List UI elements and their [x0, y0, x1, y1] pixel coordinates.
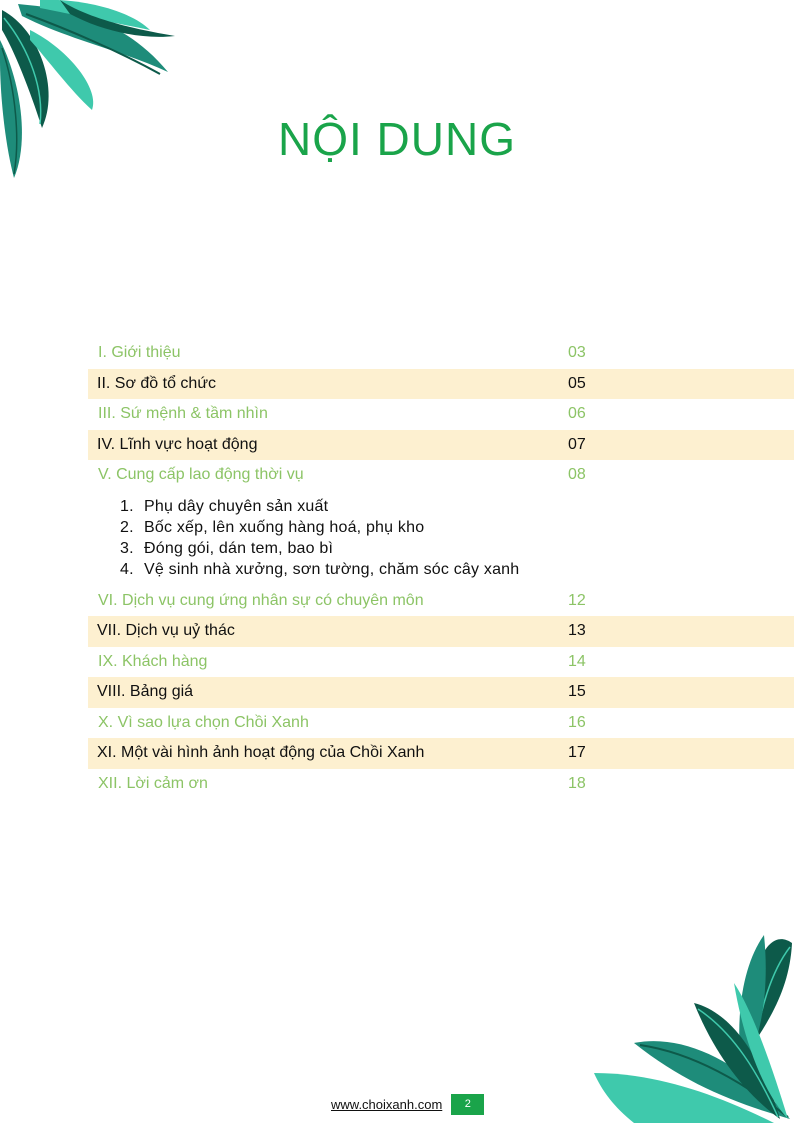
list-item: [120, 559, 794, 580]
toc-row[interactable]: [88, 586, 794, 617]
toc-row[interactable]: [88, 369, 794, 400]
toc-row[interactable]: [88, 616, 794, 647]
list-item: [120, 517, 794, 538]
toc-label: I. Giới thiệu: [98, 344, 181, 361]
table-of-contents: [88, 338, 794, 799]
list-item: [120, 496, 794, 517]
list-item-number: 4.: [120, 560, 134, 578]
toc-page: 15: [568, 683, 586, 700]
list-item-number: 3.: [120, 539, 134, 557]
website-link[interactable]: www.choixanh.com: [331, 1096, 443, 1112]
toc-label: III. Sứ mệnh & tầm nhìn: [98, 405, 268, 422]
toc-page: 18: [568, 774, 586, 792]
toc-row[interactable]: [88, 338, 794, 369]
toc-row[interactable]: [88, 677, 794, 708]
toc-row[interactable]: [88, 460, 794, 491]
toc-label: X. Vì sao lựa chọn Chồi Xanh: [98, 713, 309, 731]
toc-row[interactable]: [88, 399, 794, 430]
toc-page: 16: [568, 713, 586, 731]
footer: [331, 1093, 484, 1115]
toc-label: VI. Dịch vụ cung ứng nhân sự có chuyên môn: [98, 591, 424, 609]
toc-label: XII. Lời cảm ơn: [98, 774, 208, 792]
toc-page: 03: [568, 344, 586, 361]
toc-row[interactable]: [88, 647, 794, 678]
toc-label: IV. Lĩnh vực hoạt động: [97, 435, 258, 453]
page-number-badge: 2: [451, 1094, 484, 1115]
sub-list: [88, 491, 794, 586]
toc-page: 17: [568, 744, 586, 761]
toc-label: VII. Dịch vụ uỷ thác: [97, 622, 235, 639]
toc-row[interactable]: [88, 430, 794, 461]
toc-page: 12: [568, 591, 586, 609]
toc-page: 14: [568, 652, 586, 670]
toc-page: 08: [568, 466, 586, 483]
list-item-text: Vệ sinh nhà xưởng, sơn tường, chăm sóc cây xanh: [144, 560, 520, 578]
toc-label: IX. Khách hàng: [98, 652, 208, 670]
list-item-text: Bốc xếp, lên xuống hàng hoá, phụ kho: [144, 518, 425, 536]
palm-leaves-icon: [594, 923, 794, 1123]
toc-label: XI. Một vài hình ảnh hoạt động của Chồi Xanh: [97, 744, 425, 761]
toc-page: 13: [568, 622, 586, 639]
page-title: NỘI DUNG: [278, 113, 516, 165]
list-item-number: 1.: [120, 497, 134, 515]
toc-page: 06: [568, 405, 586, 422]
toc-page: 05: [568, 374, 586, 392]
toc-row[interactable]: [88, 769, 794, 800]
toc-row[interactable]: [88, 738, 794, 769]
toc-page: 07: [568, 435, 586, 453]
list-item-text: Phụ dây chuyên sản xuất: [144, 497, 329, 515]
toc-label: VIII. Bảng giá: [97, 683, 194, 700]
toc-row[interactable]: [88, 708, 794, 739]
list-item: [120, 538, 794, 559]
list-item-text: Đóng gói, dán tem, bao bì: [144, 539, 334, 557]
list-item-number: 2.: [120, 518, 134, 536]
toc-label: V. Cung cấp lao động thời vụ: [98, 466, 304, 483]
toc-label: II. Sơ đồ tổ chức: [97, 374, 217, 392]
